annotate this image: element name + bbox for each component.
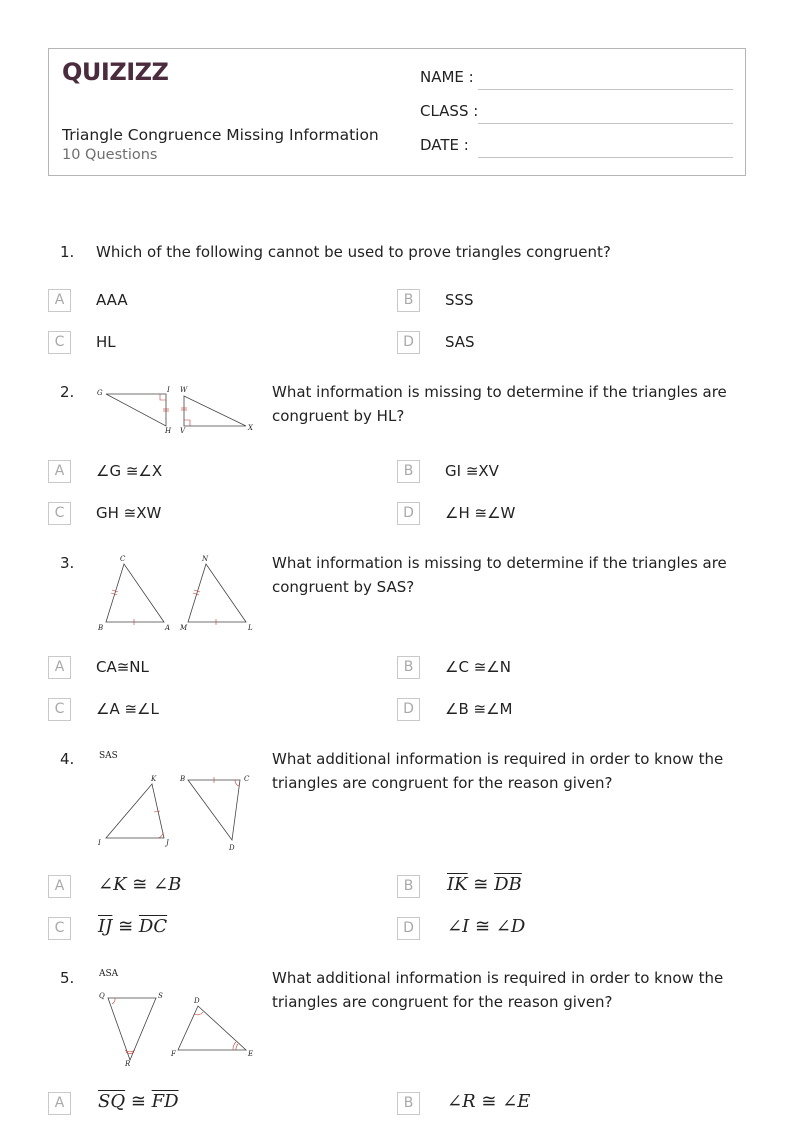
cong-symbol: ≅: [474, 916, 491, 937]
math-right: ∠B: [153, 874, 182, 895]
option-letter[interactable]: D: [397, 331, 420, 354]
vertex-label: G: [97, 389, 103, 397]
vertex-label: K: [151, 775, 157, 783]
option-text[interactable]: [98, 1091, 179, 1112]
option-text[interactable]: [98, 916, 167, 937]
option-text[interactable]: [447, 1091, 530, 1112]
option-text[interactable]: GI ≅XV: [445, 462, 499, 480]
name-label: NAME :: [420, 68, 474, 86]
option-letter[interactable]: A: [48, 460, 71, 483]
math-right: ∠E: [502, 1091, 531, 1112]
vertex-label: I: [98, 839, 101, 847]
option-text[interactable]: [447, 874, 522, 895]
option-letter[interactable]: B: [397, 289, 420, 312]
math-right: $\overline{DC}$: [138, 916, 168, 937]
option-letter[interactable]: A: [48, 289, 71, 312]
cong-symbol: ≅: [132, 874, 148, 895]
option-text[interactable]: ∠H ≅∠W: [445, 504, 516, 522]
vertex-label: L: [248, 624, 253, 632]
vertex-label: E: [248, 1050, 254, 1058]
class-label: CLASS :: [420, 102, 479, 120]
vertex-label: N: [202, 555, 209, 563]
triangle-figure: [94, 552, 264, 634]
math-left: $\overline{SQ}$: [98, 1091, 126, 1112]
math-right: $\overline{FD}$: [151, 1091, 179, 1112]
vertex-label: B: [98, 624, 104, 632]
option-letter[interactable]: B: [397, 875, 420, 898]
option-text[interactable]: HL: [96, 333, 116, 351]
option-letter[interactable]: C: [48, 331, 71, 354]
vertex-label: H: [165, 427, 172, 435]
quizizz-logo: QUIZIZZ: [62, 58, 169, 86]
question-count: 10 Questions: [62, 147, 158, 163]
vertex-label: C: [244, 775, 250, 783]
triangle-figure: [94, 746, 264, 856]
name-field[interactable]: [478, 89, 733, 90]
option-text[interactable]: [98, 874, 181, 895]
option-text[interactable]: [447, 916, 525, 937]
option-letter[interactable]: B: [397, 460, 420, 483]
option-letter[interactable]: D: [397, 698, 420, 721]
vertex-label: R: [125, 1060, 131, 1068]
math-right: $\overline{DB}$: [494, 874, 522, 895]
question-number: 1.: [60, 243, 75, 261]
question-number: 3.: [60, 554, 75, 572]
option-letter[interactable]: D: [397, 917, 420, 940]
math-left: $\overline{IK}$: [447, 874, 468, 895]
option-letter[interactable]: A: [48, 656, 71, 679]
date-field[interactable]: [478, 157, 733, 158]
vertex-label: D: [194, 997, 200, 1005]
vertex-label: Q: [99, 992, 105, 1000]
question-number: 5.: [60, 969, 75, 987]
vertex-label: W: [180, 386, 188, 394]
option-text[interactable]: ∠G ≅∠X: [96, 462, 163, 480]
option-text[interactable]: GH ≅XW: [96, 504, 162, 522]
vertex-label: C: [120, 555, 126, 563]
vertex-label: V: [180, 427, 186, 435]
option-text[interactable]: SSS: [445, 291, 474, 309]
vertex-label: F: [171, 1050, 176, 1058]
vertex-label: B: [180, 775, 186, 783]
vertex-label: D: [229, 844, 235, 852]
math-left: ∠R: [447, 1091, 476, 1112]
vertex-label: I: [167, 386, 170, 394]
option-letter[interactable]: C: [48, 917, 71, 940]
question-number: 4.: [60, 750, 75, 768]
question-text: What additional information is required in order to know the triangles are congruent for the reason given?: [272, 969, 724, 1011]
class-field[interactable]: [478, 123, 733, 124]
question-text: What information is missing to determine if the triangles are congruent by SAS?: [272, 554, 727, 596]
vertex-label: J: [166, 839, 169, 847]
date-label: DATE :: [420, 136, 469, 154]
option-letter[interactable]: B: [397, 656, 420, 679]
option-letter[interactable]: C: [48, 698, 71, 721]
cong-symbol: ≅: [473, 874, 489, 895]
math-right: ∠D: [495, 916, 526, 937]
vertex-label: M: [180, 624, 188, 632]
figure-caption: ASA: [99, 969, 119, 979]
option-text[interactable]: AAA: [96, 291, 128, 309]
vertex-label: S: [158, 992, 163, 1000]
option-text[interactable]: ∠A ≅∠L: [96, 700, 159, 718]
vertex-label: X: [248, 424, 253, 432]
question-text: What additional information is required in order to know the triangles are congruent for the reason given?: [272, 750, 724, 792]
option-text[interactable]: ∠C ≅∠N: [445, 658, 511, 676]
worksheet-title: Triangle Congruence Missing Information: [62, 126, 379, 144]
option-text[interactable]: CA≅NL: [96, 658, 149, 676]
triangle-figure: [94, 964, 264, 1068]
math-left: $\overline{IJ}$: [98, 916, 113, 937]
option-letter[interactable]: A: [48, 1092, 71, 1115]
triangle-figure: [94, 384, 258, 436]
math-left: ∠K: [98, 874, 127, 895]
cong-symbol: ≅: [118, 916, 134, 937]
cong-symbol: ≅: [130, 1091, 146, 1112]
option-letter[interactable]: A: [48, 875, 71, 898]
option-text[interactable]: SAS: [445, 333, 475, 351]
math-left: ∠I: [447, 916, 470, 937]
option-letter[interactable]: C: [48, 502, 71, 525]
question-text: What information is missing to determine if the triangles are congruent by HL?: [272, 383, 727, 425]
cong-symbol: ≅: [481, 1091, 497, 1112]
option-letter[interactable]: D: [397, 502, 420, 525]
option-letter[interactable]: B: [397, 1092, 420, 1115]
option-text[interactable]: ∠B ≅∠M: [445, 700, 513, 718]
question-number: 2.: [60, 383, 75, 401]
figure-caption: SAS: [99, 751, 118, 761]
vertex-label: A: [165, 624, 171, 632]
question-text: Which of the following cannot be used to prove triangles congruent?: [96, 243, 611, 261]
